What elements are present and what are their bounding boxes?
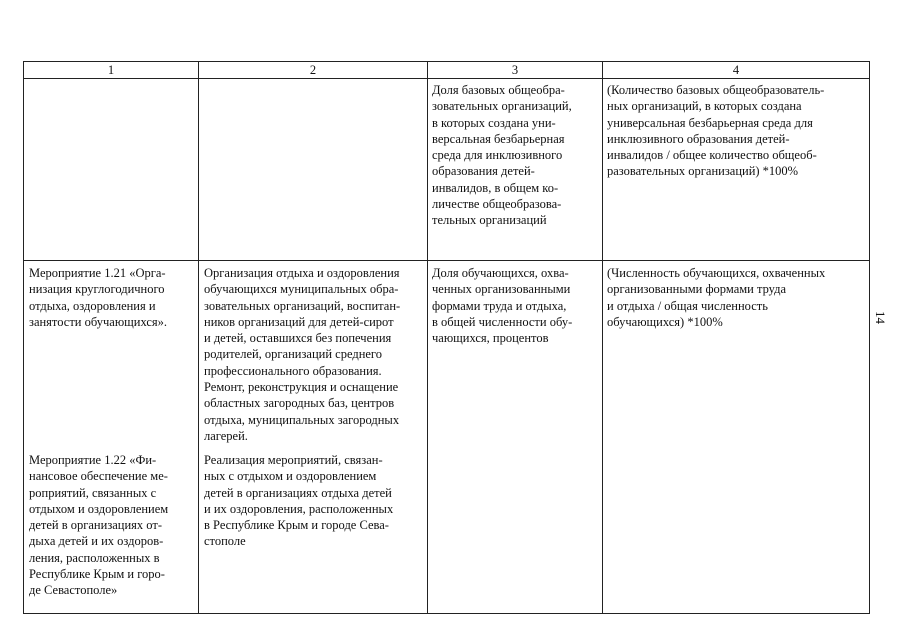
row1-formula-cell: (Количество базовых общеобразователь- ных организаций, в которых создана универсальная безбарьерная среда для инклюзивного образования детей- инвалидов / общее количество общеоб- разовательных организаций) *100%	[607, 83, 825, 179]
measure-1-21-description: Организация отдыха и оздоровления обучающихся муниципальных обра- зовательных организаций, воспитан- ников организаций для детей-сирот и детей, оставшихся без попечения родителей, организаций среднего профессионального образования. Ремонт, реконструкция и оснащение областных загородных баз, центров отдыха, муниципальных загородных лагерей.	[204, 266, 401, 443]
row2-formula-cell: (Численность обучающихся, охваченных организованными формами труда и отдыха / общая численность обучающихся) *100%	[607, 266, 826, 329]
document-table	[23, 61, 870, 614]
measure-1-21-title: Мероприятие 1.21 «Орга- низация круглогодичного отдыха, оздоровления и занятости обучающихся».	[29, 266, 168, 329]
row-divider	[24, 260, 870, 261]
column-header-3: 3	[428, 62, 603, 79]
page-number: 14	[873, 311, 888, 324]
column-header-4: 4	[603, 62, 870, 79]
column-header-2: 2	[199, 62, 428, 79]
row2-indicator-cell: Доля обучающихся, охва- ченных организованными формами труда и отдыха, в общей численности обу- чающихся, процентов	[432, 266, 573, 346]
measure-1-22-title: Мероприятие 1.22 «Фи- нансовое обеспечение ме- роприятий, связанных с отдыхом и оздоровлением детей в организациях от- дыха детей и их оздоров- ления, расположенных в Республике Крым и горо- де Севастополе»	[29, 453, 169, 598]
column-header-1: 1	[24, 62, 199, 79]
measure-1-22-description: Реализация мероприятий, связан- ных с отдыхом и оздоровлением детей в организациях отдыха детей и их оздоровления, расположенных в Республике Крым и городе Сева- стополе	[204, 453, 394, 549]
row1-indicator-cell: Доля базовых общеобра- зовательных организаций, в которых создана уни- версальная безбарьерная среда для инклюзивного образования детей- инвалидов, в общем ко- личестве общеобразова- тельных организаций	[432, 83, 572, 228]
